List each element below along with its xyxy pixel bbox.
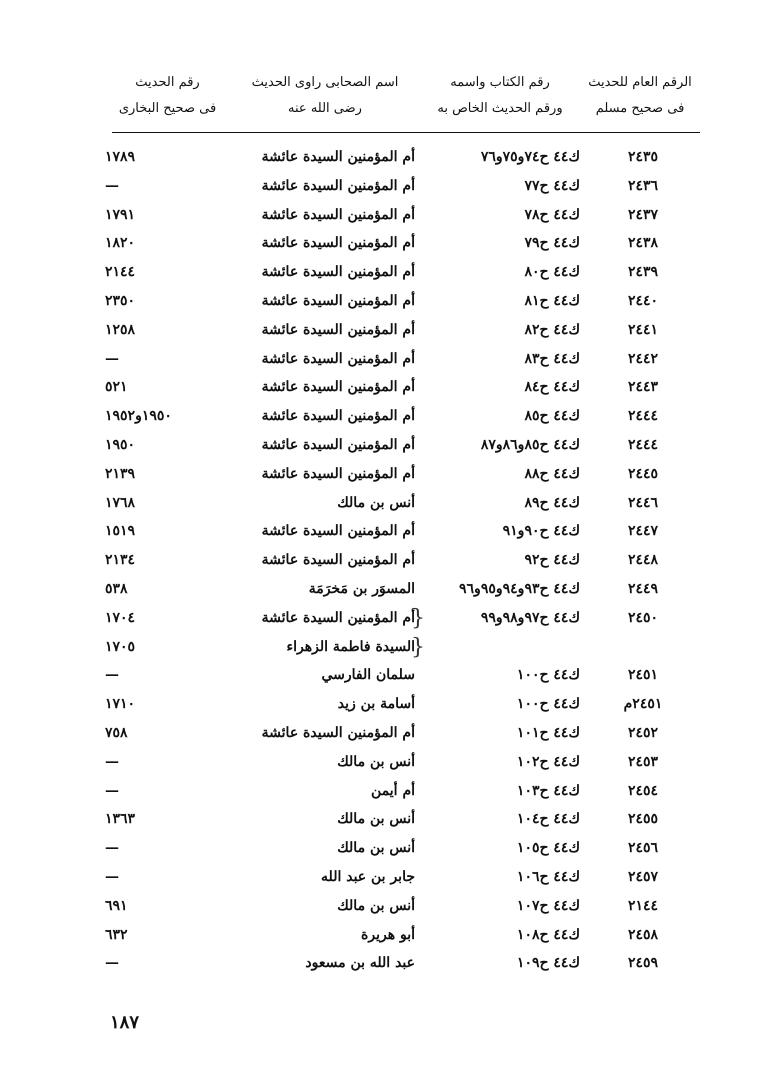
- narrator-cell: عبد الله بن مسعود: [305, 955, 415, 972]
- book-number-cell: ك٤٤ ح١٠٧: [516, 897, 580, 914]
- book-number-cell: ك٤٤ ح٩٠و٩١: [502, 523, 580, 540]
- table-row: [105, 404, 700, 433]
- grouping-brace: {: [411, 634, 425, 660]
- table-row: [105, 491, 700, 520]
- table-body: [105, 145, 700, 980]
- bukhari-number-cell: ٥٣٨: [105, 580, 128, 597]
- book-number-cell: ك٤٤ ح١٠٠: [516, 667, 580, 684]
- table-row: [105, 289, 700, 318]
- table-row: [105, 260, 700, 289]
- book-number-cell: ك٤٤ ح٨٥: [524, 408, 580, 425]
- bukhari-number-cell: ٢١٣٤: [105, 552, 136, 569]
- book-number-cell: ك٤٤ ح٧٧: [524, 177, 580, 194]
- bukhari-number-cell: ١٧٦٨: [105, 494, 136, 511]
- book-number-cell: ك٤٤ ح٨٩: [524, 494, 580, 511]
- table-row: [105, 548, 700, 577]
- narrator-cell: السيدة فاطمة الزهراء: [286, 638, 415, 655]
- bukhari-number-cell: ٦٣٢: [105, 926, 128, 943]
- narrator-cell: أم المؤمنين السيدة عائشة: [261, 321, 415, 338]
- header-general-line2: فى صحيح مسلم: [595, 101, 685, 116]
- general-number-cell: ٢٤٥٩: [627, 955, 659, 972]
- general-number-cell: ٢٤٣٧: [627, 206, 659, 223]
- narrator-cell: أم المؤمنين السيدة عائشة: [261, 177, 415, 194]
- header-general-line1: الرقم العام للحديث: [588, 75, 692, 90]
- table-row: [105, 347, 700, 376]
- bukhari-number-cell: —: [105, 868, 119, 885]
- general-number-cell: ٢٤٤٩: [627, 580, 659, 597]
- header-general-number: [580, 70, 700, 122]
- bukhari-number-cell: ١٧٩١: [105, 206, 136, 223]
- header-narrator-line1: اسم الصحابى راوى الحديث: [251, 75, 399, 90]
- narrator-cell: أم المؤمنين السيدة عائشة: [261, 465, 415, 482]
- narrator-cell: أم المؤمنين السيدة عائشة: [261, 149, 415, 165]
- book-number-cell: ك٤٤ ح١٠٦: [516, 868, 580, 885]
- bukhari-number-cell: ١٧١٠: [105, 696, 136, 713]
- narrator-cell: جابر بن عبد الله: [321, 868, 415, 885]
- general-number-cell: ٢٤٥٤: [627, 782, 659, 799]
- general-number-cell: ٢٤٣٩: [627, 264, 659, 281]
- table-row: [105, 836, 700, 865]
- narrator-cell: أم المؤمنين السيدة عائشة: [261, 235, 415, 252]
- table-row: [105, 634, 700, 664]
- table-row: [105, 663, 700, 692]
- general-number-cell: ٢٤٤١: [627, 321, 659, 338]
- bukhari-number-cell: —: [105, 753, 119, 770]
- general-number-cell: ٢٤٤٢: [627, 350, 659, 367]
- general-number-cell: ٢٤٤٨: [627, 552, 659, 569]
- bukhari-number-cell: ٢٣٥٠: [105, 292, 136, 309]
- general-number-cell: ٢٤٤٦: [627, 494, 659, 511]
- grouping-brace: {: [411, 605, 425, 631]
- page-number: ١٨٧: [110, 1012, 140, 1033]
- table-row: [105, 750, 700, 779]
- book-number-cell: ك٤٤ ح٩٧و٩٨و٩٩: [480, 609, 580, 626]
- book-number-cell: ك٤٤ ح١٠٣: [516, 782, 580, 799]
- general-number-cell: ٢٤٥٨: [627, 926, 659, 943]
- bukhari-number-cell: ١٧٠٥: [105, 638, 136, 655]
- table-row: [105, 605, 700, 635]
- narrator-cell: أم المؤمنين السيدة عائشة: [261, 436, 415, 453]
- bukhari-number-cell: ١٩٥٠: [105, 436, 136, 453]
- narrator-cell: أم المؤمنين السيدة عائشة: [261, 408, 415, 425]
- general-number-cell: ٢٤٤٤: [627, 408, 659, 425]
- book-number-cell: ك٤٤ ح٨٨: [524, 465, 580, 482]
- book-number-cell: ك٤٤ ح١٠٩: [516, 955, 580, 972]
- bukhari-number-cell: ١٢٥٨: [105, 321, 136, 338]
- general-number-cell: ٢٤٤٥: [627, 465, 659, 482]
- header-book-line1: رقم الكتاب واسمه: [450, 75, 550, 90]
- table-row: [105, 951, 700, 980]
- narrator-cell: سلمان الفارسي: [321, 667, 415, 684]
- table-row: [105, 923, 700, 952]
- table-row: [105, 433, 700, 462]
- header-narrator: [235, 70, 415, 122]
- general-number-cell: ٢٤٣٥: [627, 149, 659, 165]
- general-number-cell: ٢١٤٤: [627, 897, 659, 914]
- bukhari-number-cell: —: [105, 177, 119, 194]
- table-row: [105, 519, 700, 548]
- header-bukhari-number: [110, 70, 225, 122]
- general-number-cell: ٢٤٥٥: [627, 811, 659, 828]
- book-number-cell: ك٤٤ ح٧٩: [524, 235, 580, 252]
- table-row: [105, 807, 700, 836]
- narrator-cell: أنس بن مالك: [337, 897, 415, 914]
- book-number-cell: ك٤٤ ح١٠٤: [516, 811, 580, 828]
- narrator-cell: أم المؤمنين السيدة عائشة: [261, 350, 415, 367]
- general-number-cell: ٢٤٥٣: [627, 753, 659, 770]
- narrator-cell: أم المؤمنين السيدة عائشة: [261, 609, 415, 626]
- header-bukhari-line1: رقم الحديث: [135, 75, 200, 90]
- table-row: [105, 318, 700, 347]
- bukhari-number-cell: ٥٢١: [105, 379, 128, 396]
- bukhari-number-cell: —: [105, 350, 119, 367]
- general-number-cell: ٢٤٤٧: [627, 523, 659, 540]
- bukhari-number-cell: —: [105, 667, 119, 684]
- bukhari-number-cell: —: [105, 955, 119, 972]
- book-number-cell: ك٤٤ ح٧٨: [524, 206, 580, 223]
- bukhari-number-cell: —: [105, 782, 119, 799]
- general-number-cell: ٢٤٥٦: [627, 840, 659, 857]
- bukhari-number-cell: ١٣٦٣: [105, 811, 136, 828]
- book-number-cell: ك٤٤ ح٩٣و٩٤و٩٥و٩٦: [459, 580, 580, 597]
- narrator-cell: أم المؤمنين السيدة عائشة: [261, 292, 415, 309]
- bukhari-number-cell: ١٧٠٤: [105, 609, 136, 626]
- narrator-cell: أنس بن مالك: [337, 753, 415, 770]
- table-row: [105, 721, 700, 750]
- book-number-cell: ك٤٤ ح٨٢: [524, 321, 580, 338]
- table-row: [105, 894, 700, 923]
- book-number-cell: ك٤٤ ح١٠٠: [516, 696, 580, 713]
- header-divider: [112, 132, 700, 133]
- bukhari-number-cell: ٢١٤٤: [105, 264, 136, 281]
- table-row: [105, 174, 700, 203]
- narrator-cell: أم المؤمنين السيدة عائشة: [261, 264, 415, 281]
- general-number-cell: ٢٤٤٤: [627, 436, 659, 453]
- book-number-cell: ك٤٤ ح٧٤و٧٥و٧٦: [480, 149, 580, 165]
- book-number-cell: ك٤٤ ح٨٥و٨٦و٨٧: [480, 436, 580, 453]
- book-number-cell: ك٤٤ ح٨٣: [524, 350, 580, 367]
- narrator-cell: أم المؤمنين السيدة عائشة: [261, 379, 415, 396]
- general-number-cell: ٢٤٤٠: [627, 292, 659, 309]
- bukhari-number-cell: ١٨٢٠: [105, 235, 136, 252]
- narrator-cell: أم المؤمنين السيدة عائشة: [261, 523, 415, 540]
- book-number-cell: ك٤٤ ح٨١: [524, 292, 580, 309]
- table-row: [105, 692, 700, 721]
- table-row: [105, 145, 700, 174]
- table-row: [105, 231, 700, 260]
- header-book-line2: ورقم الحديث الخاص به: [437, 101, 563, 116]
- narrator-cell: أنس بن مالك: [337, 494, 415, 511]
- general-number-cell: ٢٤٣٨: [627, 235, 659, 252]
- header-book-number: [425, 70, 575, 122]
- general-number-cell: ٢٤٥٠: [627, 609, 659, 626]
- table-row: [105, 779, 700, 808]
- book-number-cell: ك٤٤ ح١٠١: [516, 724, 580, 741]
- general-number-cell: ٢٤٥١م: [623, 696, 663, 713]
- header-bukhari-line2: فى صحيح البخارى: [118, 101, 217, 116]
- general-number-cell: ٢٤٥٢: [627, 724, 659, 741]
- book-number-cell: ك٤٤ ح١٠٥: [516, 840, 580, 857]
- general-number-cell: ٢٤٥١: [627, 667, 659, 684]
- bukhari-number-cell: ١٩٥٠و١٩٥٢: [105, 408, 172, 425]
- table-row: [105, 462, 700, 491]
- book-number-cell: ك٤٤ ح١٠٢: [516, 753, 580, 770]
- bukhari-number-cell: ٧٥٨: [105, 724, 128, 741]
- narrator-cell: أم أيمن: [371, 782, 415, 799]
- bukhari-number-cell: ١٧٨٩: [105, 149, 136, 165]
- narrator-cell: أم المؤمنين السيدة عائشة: [261, 724, 415, 741]
- narrator-cell: أبو هريرة: [361, 926, 415, 943]
- narrator-cell: المسوَر بن مَخرَمَة: [308, 580, 415, 597]
- table-row: [105, 203, 700, 232]
- narrator-cell: أسامة بن زيد: [337, 696, 415, 713]
- bukhari-number-cell: ٢١٣٩: [105, 465, 136, 482]
- bukhari-number-cell: ١٥١٩: [105, 523, 136, 540]
- narrator-cell: أنس بن مالك: [337, 840, 415, 857]
- general-number-cell: ٢٤٣٦: [627, 177, 659, 194]
- book-number-cell: ك٤٤ ح١٠٨: [516, 926, 580, 943]
- book-number-cell: ك٤٤ ح٨٠: [524, 264, 580, 281]
- book-number-cell: ك٤٤ ح٩٢: [524, 552, 580, 569]
- table-row: [105, 865, 700, 894]
- general-number-cell: ٢٤٤٣: [627, 379, 659, 396]
- header-narrator-line2: رضى الله عنه: [288, 101, 362, 116]
- table-header: [110, 70, 700, 130]
- narrator-cell: أم المؤمنين السيدة عائشة: [261, 552, 415, 569]
- table-row: [105, 577, 700, 606]
- book-number-cell: ك٤٤ ح٨٤: [524, 379, 580, 396]
- bukhari-number-cell: —: [105, 840, 119, 857]
- general-number-cell: ٢٤٥٧: [627, 868, 659, 885]
- bukhari-number-cell: ٦٩١: [105, 897, 128, 914]
- narrator-cell: أنس بن مالك: [337, 811, 415, 828]
- table-row: [105, 375, 700, 404]
- narrator-cell: أم المؤمنين السيدة عائشة: [261, 206, 415, 223]
